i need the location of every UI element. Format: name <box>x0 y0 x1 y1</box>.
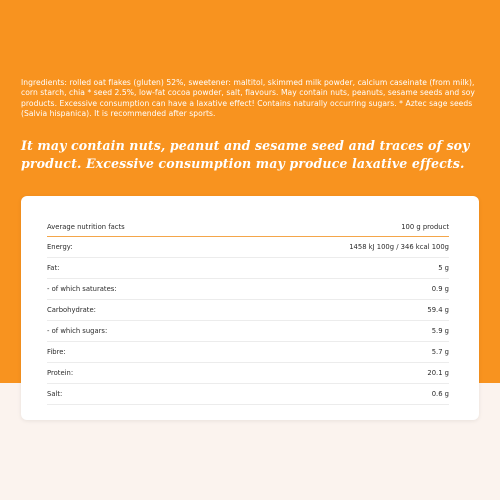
nutrition-row-sugars <box>47 321 449 342</box>
nutrition-row-protein <box>47 363 449 384</box>
nutrition-value: 0.6 g <box>431 390 449 398</box>
nutrition-table <box>47 217 449 405</box>
allergen-warning: It may contain nuts, peanut and sesame seed and traces of soy product. Excessive consumption may produce laxative effects. <box>21 138 470 171</box>
nutrition-label: Fibre: <box>47 348 66 356</box>
nutrition-row-fat <box>47 258 449 279</box>
nutrition-header-label: Average nutrition facts <box>47 222 125 231</box>
nutrition-value: 5 g <box>438 264 449 272</box>
nutrition-value: 1458 kJ 100g / 346 kcal 100g <box>349 243 449 251</box>
nutrition-value: 5.9 g <box>431 327 449 335</box>
nutrition-card <box>21 196 479 420</box>
nutrition-label: Carbohydrate: <box>47 306 96 314</box>
nutrition-row-fibre <box>47 342 449 363</box>
nutrition-label: Salt: <box>47 390 63 398</box>
nutrition-label: - of which sugars: <box>47 327 108 335</box>
nutrition-value: 0.9 g <box>431 285 449 293</box>
nutrition-header-value: 100 g product <box>401 222 449 231</box>
nutrition-label: Energy: <box>47 243 73 251</box>
nutrition-row-energy <box>47 237 449 258</box>
nutrition-value: 5.7 g <box>431 348 449 356</box>
nutrition-row-carbohydrate <box>47 300 449 321</box>
nutrition-value: 20.1 g <box>427 369 449 377</box>
nutrition-value: 59.4 g <box>427 306 449 314</box>
ingredients-text: Ingredients: rolled oat flakes (gluten) 52%, sweetener: maltitol, skimmed milk powder, calcium caseinate (from milk), corn starch, chia * seed 2.5%, low-fat cocoa powder, salt, flavours. May contain nuts, peanuts, sesame seeds and soy products. Excessive consumption can have a laxative effect! Contains naturally occurring sugars. * Aztec sage seeds (Salvia hispanica). It is recommended after sports. <box>21 78 475 119</box>
nutrition-row-saturates <box>47 279 449 300</box>
nutrition-label: Protein: <box>47 369 74 377</box>
nutrition-row-salt <box>47 384 449 405</box>
nutrition-label: Fat: <box>47 264 60 272</box>
nutrition-label: - of which saturates: <box>47 285 117 293</box>
nutrition-header-row <box>47 217 449 237</box>
